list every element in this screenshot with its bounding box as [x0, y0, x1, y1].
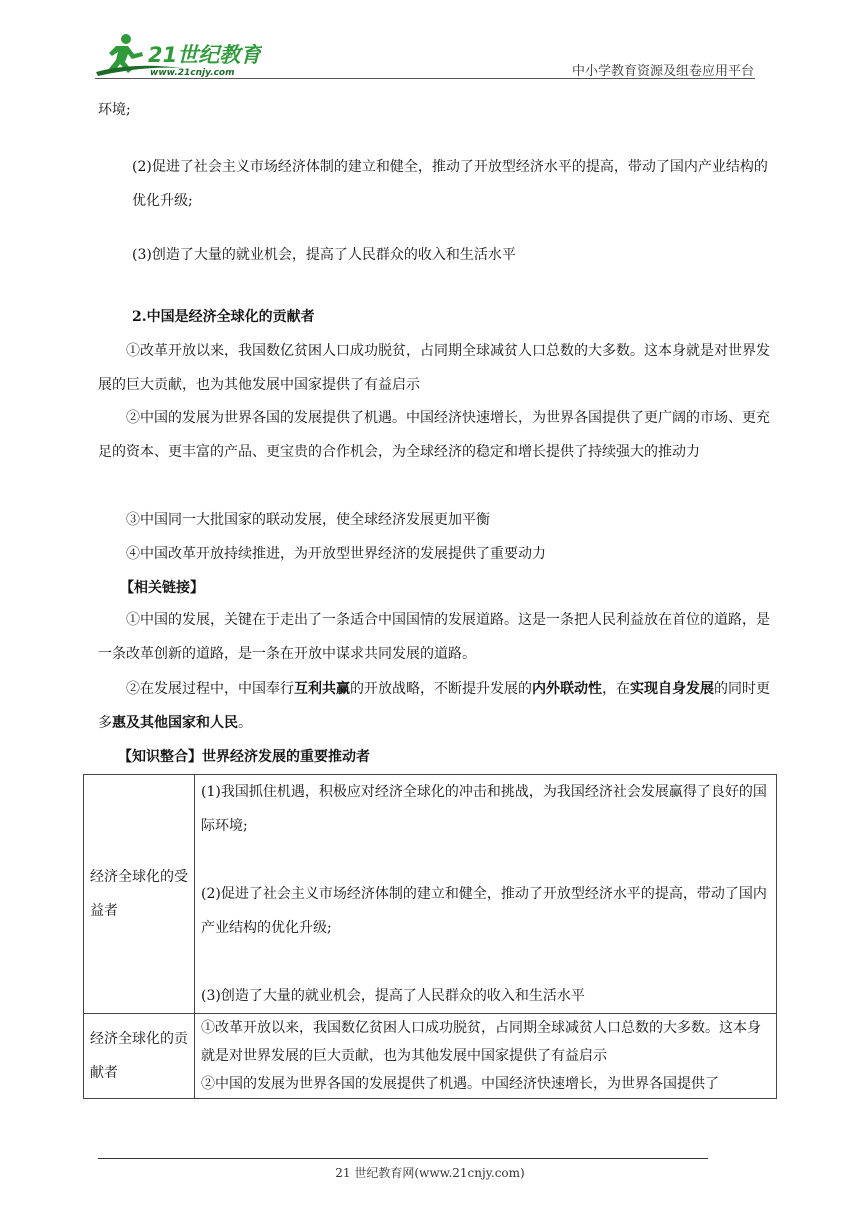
section-heading-contributor: 2.中国是经济全球化的贡献者 [132, 309, 315, 325]
item-2-text: (2)促进了社会主义市场经济体制的建立和健全，推动了开放型经济水平的提高，带动了国内产业结构的优化升级; [132, 159, 768, 209]
platform-name: 中小学教育资源及组卷应用平台 [571, 64, 754, 79]
link2-text-5: 。 [238, 715, 252, 731]
footer-divider [98, 1158, 708, 1159]
site-logo [92, 32, 262, 78]
contributor-point-2: ②中国的发展为世界各国的发展提供了机遇。中国经济快速增长，为世界各国提供了更广阔的市场、更充足的资本、更丰富的产品、更宝贵的合作机会，为全球经济的稳定和增长提供了持续强大的推动力 [98, 410, 770, 460]
contributor-point-1: ①改革开放以来，我国数亿贫困人口成功脱贫，占同期全球减贫人口总数的大多数。这本身就是对世界发展的巨大贡献，也为其他发展中国家提供了有益启示 [98, 343, 770, 393]
link2-text-3: ，在 [602, 681, 630, 697]
contributor-point-3: ③中国同一大批国家的联动发展，使全球经济发展更加平衡 [126, 512, 490, 528]
header-divider [95, 78, 755, 79]
contributor-cell-line-2: ②中国的发展为世界各国的发展提供了机遇。中国经济快速增长，为世界各国提供了 [201, 1076, 719, 1092]
footer-text: 21 世纪教育网(www.21cnjy.com) [335, 1166, 525, 1180]
summary-heading: 【知识整合】世界经济发展的重要推动者 [118, 749, 370, 765]
contributor-point-4: ④中国改革开放持续推进，为开放型世界经济的发展提供了重要动力 [126, 546, 546, 562]
logo-url: www.21cnjy.com [150, 68, 235, 78]
contributor-cell-line-1: ①改革开放以来，我国数亿贫困人口成功脱贫，占同期全球减贫人口总数的大多数。这本身就是对世界发展的巨大贡献，也为其他发展中国家提供了有益启示 [201, 1020, 761, 1064]
row-content-beneficiary [195, 775, 777, 1014]
page-header [0, 0, 860, 82]
beneficiary-line-2: (2)促进了社会主义市场经济体制的建立和健全，推动了开放型经济水平的提高，带动了国内产业结构的优化升级; [201, 886, 767, 936]
link2-bold-linkage: 内外联动性 [532, 681, 602, 697]
summary-table [83, 774, 777, 1099]
row-content-contributor [195, 1014, 777, 1099]
link2-bold-benefit-others: 惠及其他国家和人民 [112, 715, 238, 731]
beneficiary-line-3: (3)创造了大量的就业机会，提高了人民群众的收入和生活水平 [201, 988, 585, 1004]
related-link-heading: 【相关链接】 [120, 580, 204, 596]
item-2-paragraph [132, 150, 768, 218]
related-link-1: ①中国的发展，关键在于走出了一条适合中国国情的发展道路。这是一条把人民利益放在首位的道路，是一条改革创新的道路，是一条在开放中谋求共同发展的道路。 [98, 612, 770, 662]
logo-text: 21世纪教育 [148, 43, 262, 67]
row-label-beneficiary: 经济全球化的受益者 [84, 775, 195, 1014]
table-row [84, 775, 777, 1014]
link2-bold-self-development: 实现自身发展 [630, 681, 714, 697]
link2-text-1: ②在发展过程中，中国奉行 [126, 681, 294, 697]
link2-bold-mutual-benefit: 互利共赢 [294, 681, 350, 697]
related-link-2 [98, 672, 770, 740]
row-label-contributor: 经济全球化的贡献者 [84, 1014, 195, 1099]
item-3-text: (3)创造了大量的就业机会，提高了人民群众的收入和生活水平 [132, 247, 516, 263]
link2-text-2: 的开放战略，不断提升发展的 [350, 681, 532, 697]
text-line-environment: 环境; [98, 102, 131, 118]
beneficiary-line-1: (1)我国抓住机遇，积极应对经济全球化的冲击和挑战，为我国经济社会发展赢得了良好的国际环境; [201, 784, 767, 834]
link2-text-4: 的同时更多 [98, 681, 770, 731]
table-row [84, 1014, 777, 1099]
